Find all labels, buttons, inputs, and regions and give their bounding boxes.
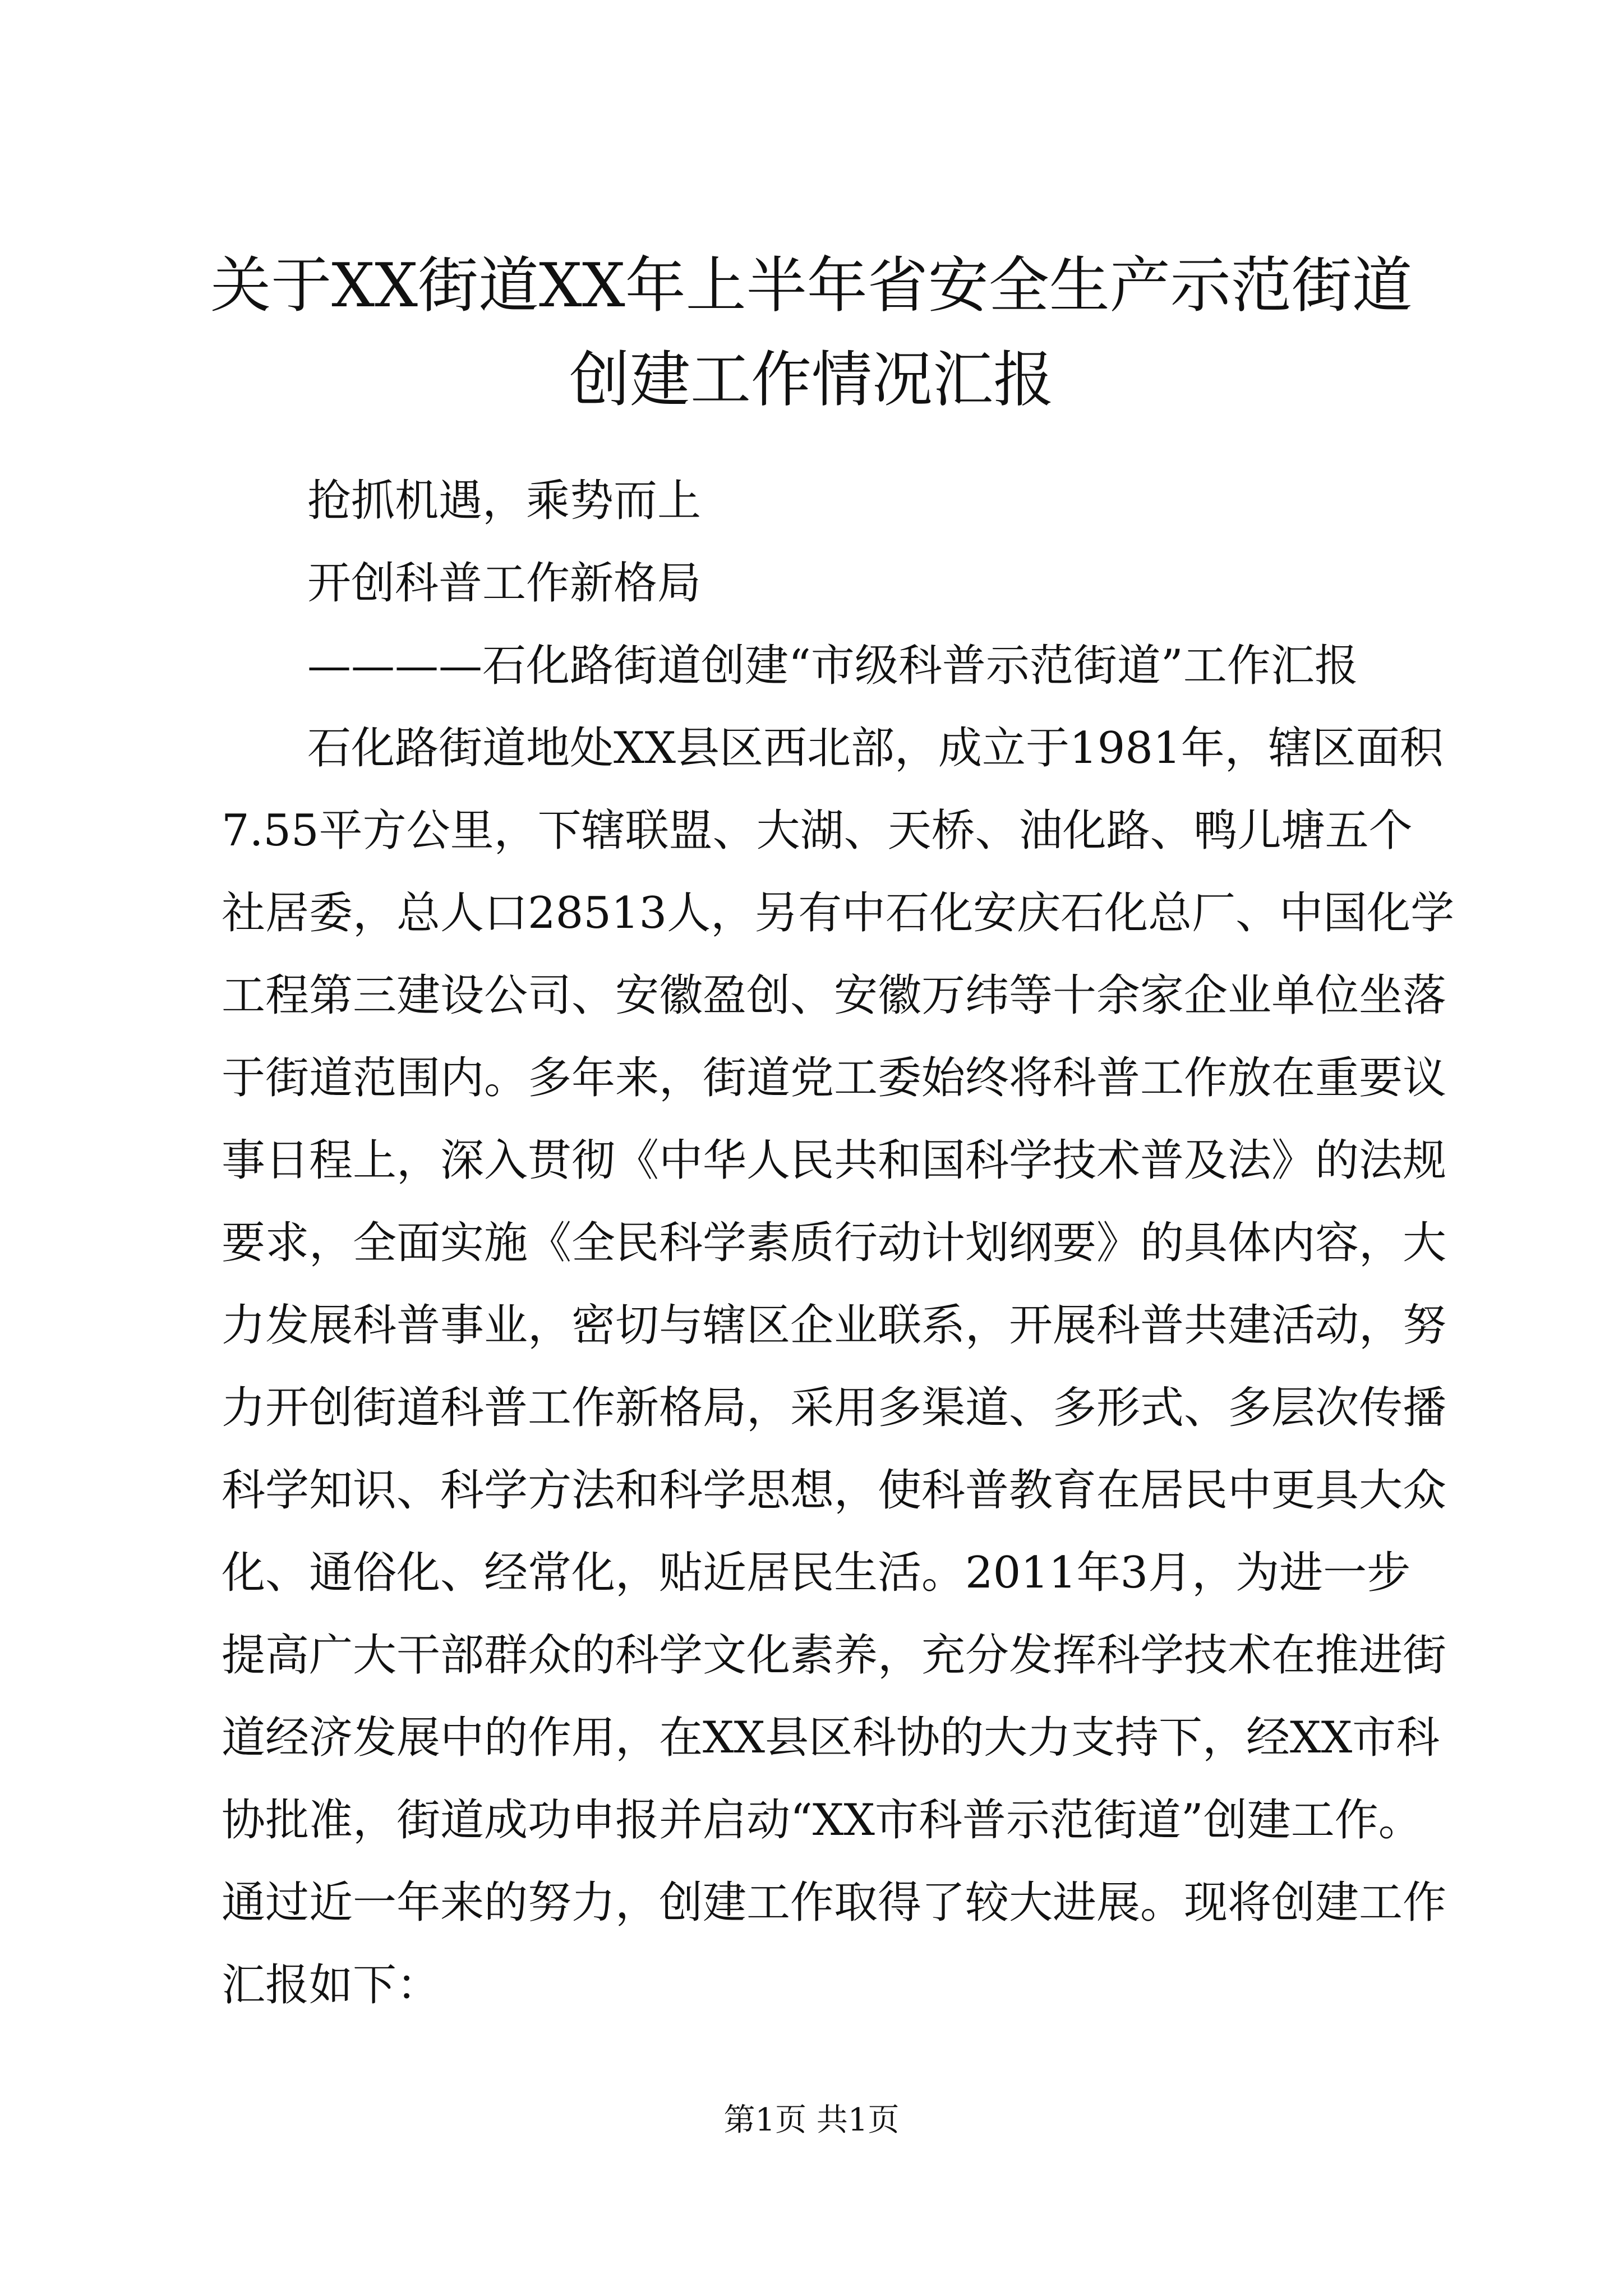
- body-line: 7.55平方公里，下辖联盟、大湖、天桥、油化路、鸭儿塘五个: [222, 806, 1413, 856]
- body-line: 提高广大干部群众的科学文化素养，充分发挥科学技术在推进街: [222, 1630, 1447, 1681]
- body-line: 科学知识、科学方法和科学思想，使科普教育在居民中更具大众: [222, 1465, 1447, 1516]
- subhead-line-2: 开创科普工作新格局: [307, 558, 702, 609]
- subhead-line-1: 抢抓机遇，乘势而上: [307, 476, 702, 526]
- body-line: 于街道范围内。多年来，街道党工委始终将科普工作放在重要议: [222, 1053, 1447, 1103]
- body-line: 事日程上，深入贯彻《中华人民共和国科学技术普及法》的法规: [222, 1135, 1447, 1186]
- body-line: 石化路街道地处XX县区西北部，成立于1981年，辖区面积: [307, 723, 1444, 774]
- document-title-line-1: 关于XX街道XX年上半年省安全生产示范街道: [210, 251, 1413, 321]
- body-line: 协批准，街道成功申报并启动“XX市科普示范街道”创建工作。: [222, 1795, 1422, 1846]
- body-line: 化、通俗化、经常化，贴近居民生活。2011年3月，为进一步: [222, 1548, 1411, 1598]
- page-footer: 第1页 共1页: [723, 2102, 900, 2138]
- body-line: 工程第三建设公司、安徽盈创、安徽万纬等十余家企业单位坐落: [222, 970, 1447, 1021]
- body-line: 要求，全面实施《全民科学素质行动计划纲要》的具体内容，大: [222, 1218, 1447, 1268]
- document-title-line-2: 创建工作情况汇报: [569, 345, 1054, 415]
- body-line: 力开创街道科普工作新格局，采用多渠道、多形式、多层次传播: [222, 1383, 1447, 1433]
- body-line: 汇报如下：: [222, 1960, 441, 2010]
- subhead-line-3: ————石化路街道创建“市级科普示范街道”工作汇报: [307, 641, 1358, 691]
- body-line: 通过近一年来的努力，创建工作取得了较大进展。现将创建工作: [222, 1878, 1447, 1928]
- body-line: 社居委，总人口28513人，另有中石化安庆石化总厂、中国化学: [222, 888, 1455, 938]
- body-line: 道经济发展中的作用，在XX县区科协的大力支持下，经XX市科: [222, 1713, 1440, 1763]
- body-line: 力发展科普事业，密切与辖区企业联系，开展科普共建活动，努: [222, 1300, 1447, 1351]
